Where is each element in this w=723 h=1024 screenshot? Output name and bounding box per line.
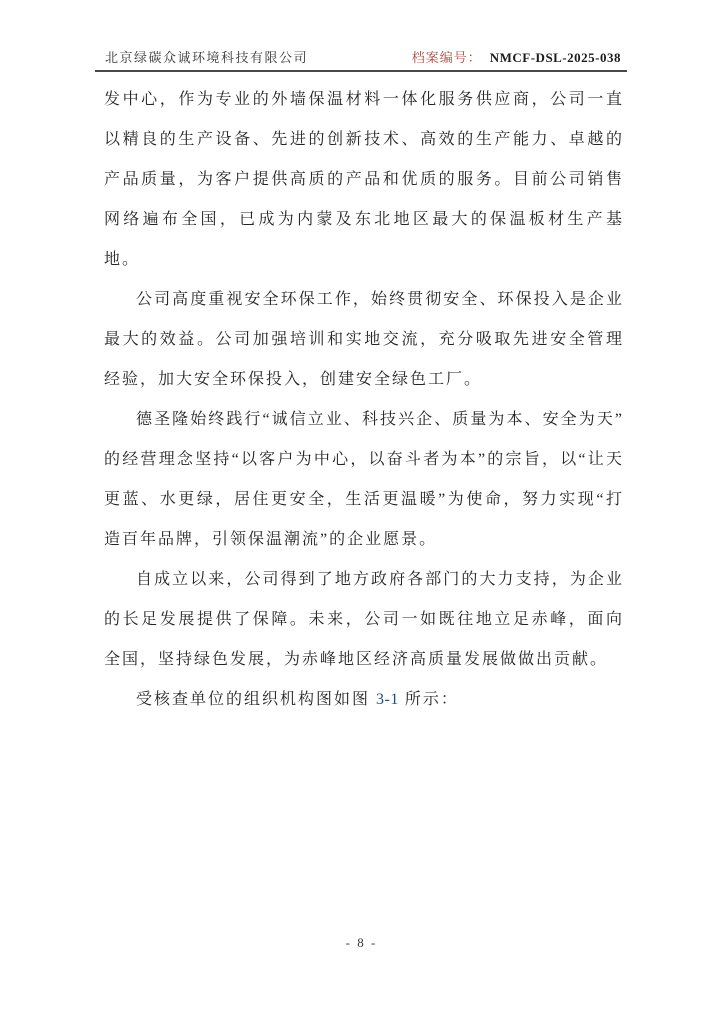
document-footer xyxy=(0,935,723,951)
figure-intro-suffix: 所示： xyxy=(398,691,459,708)
paragraph-philosophy: 德圣隆始终践行“诚信立业、科技兴企、质量为本、安全为天”的经营理念坚持“以客户为中心，以奋斗者为本”的宗旨，以“让天更蓝、水更绿，居住更安全，生活更温暖”为使命，努力实现“打造百年品牌，引领保温潮流”的企业愿景。 xyxy=(104,411,624,548)
document-header xyxy=(95,44,627,72)
paragraph-continuation: 发中心，作为专业的外墙保温材料一体化服务供应商，公司一直以精良的生产设备、先进的创新技术、高效的生产能力、卓越的产品质量，为客户提供高质的产品和优质的服务。目前公司销售网络遍布全国，已成为内蒙及东北地区最大的保温板材生产基地。 xyxy=(104,91,624,268)
archive-number-value: NMCF-DSL-2025-038 xyxy=(489,50,621,65)
figure-reference: 3-1 xyxy=(376,691,399,708)
figure-intro-prefix: 受核查单位的组织机构图如图 xyxy=(136,691,377,708)
paragraph-outlook: 自成立以来，公司得到了地方政府各部门的大力支持，为企业的长足发展提供了保障。未来，公司一如既往地立足赤峰，面向全国，坚持绿色发展，为赤峰地区经济高质量发展做做出贡献。 xyxy=(104,571,624,668)
document-body xyxy=(104,80,624,720)
archive-number xyxy=(412,47,621,66)
page-number: - 8 - xyxy=(345,935,378,950)
paragraph-safety: 公司高度重视安全环保工作，始终贯彻安全、环保投入是企业最大的效益。公司加强培训和实地交流，充分吸取先进安全管理经验，加大安全环保投入，创建安全绿色工厂。 xyxy=(104,291,624,388)
company-name: 北京绿碳众诚环境科技有限公司 xyxy=(105,50,309,65)
paragraph-figure-intro xyxy=(104,680,624,720)
archive-number-label: 档案编号： xyxy=(411,50,482,65)
